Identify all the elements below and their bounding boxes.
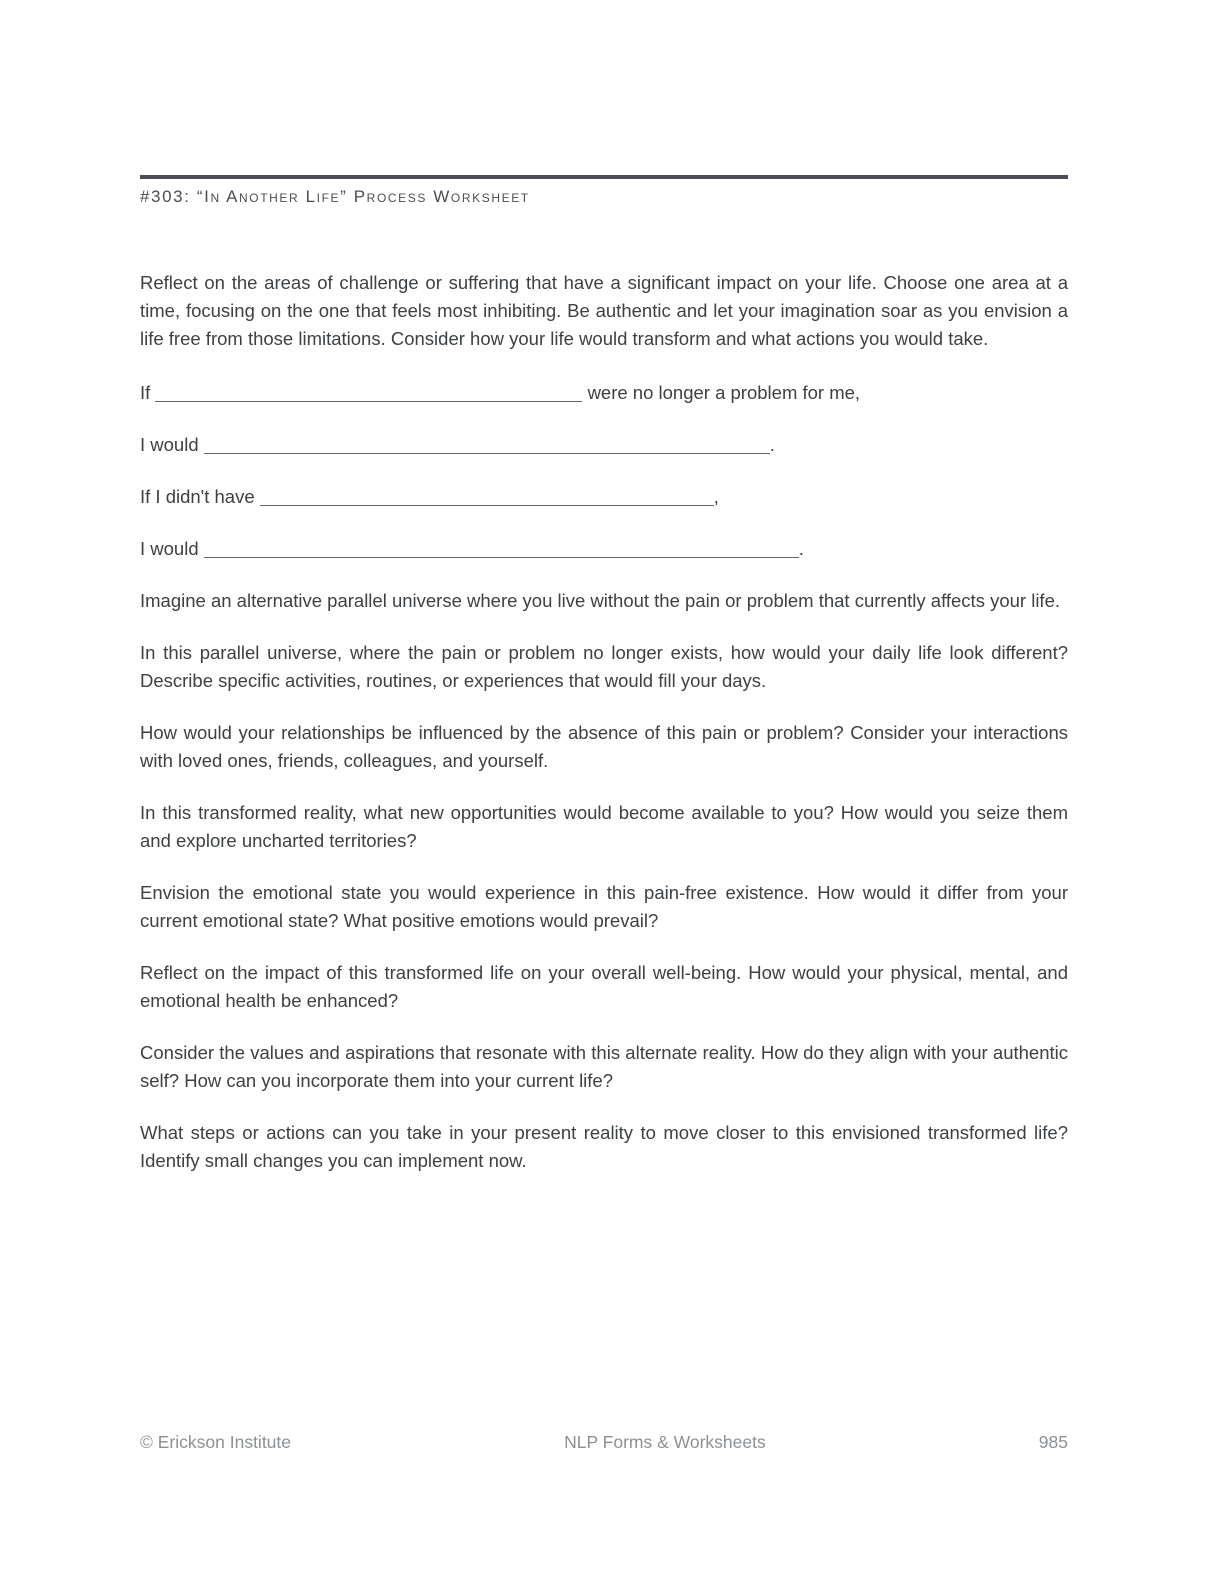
footer-copyright: © Erickson Institute <box>140 1432 292 1452</box>
fill-line-4 <box>140 535 1068 563</box>
fill-line-2-blank <box>204 437 770 454</box>
fill-line-4-suffix: . <box>798 538 804 559</box>
fill-line-4-prefix: I would <box>140 538 199 559</box>
footer-page-number: 985 <box>1038 1432 1068 1452</box>
page-footer <box>140 1432 1068 1453</box>
intro-paragraph: Reflect on the areas of challenge or suffering that have a significant impact on your life. Choose one area at a time, focusing on the one that feels most inhibiting. Be authentic and let your imagination soar as you envision a life free from those limitations. Consider how your life would transform and what actions you would take. <box>140 272 1068 349</box>
fill-line-3-prefix: If I didn't have <box>140 486 255 507</box>
fill-line-1-suffix: were no longer a problem for me, <box>587 382 861 403</box>
fill-line-2 <box>140 431 1068 459</box>
fill-line-4-blank <box>204 541 799 558</box>
fill-line-3 <box>140 483 1068 511</box>
fill-line-1-blank <box>155 385 582 402</box>
paragraph: Envision the emotional state you would experience in this pain-free existence. How would it differ from your current emotional state? What positive emotions would prevail? <box>140 882 1068 931</box>
header-rule <box>140 175 1068 179</box>
paragraph: In this parallel universe, where the pain or problem no longer exists, how would your daily life look different? Describe specific activities, routines, or experiences that would fill your days. <box>140 642 1068 691</box>
fill-line-3-blank <box>260 489 714 506</box>
footer-collection-title: NLP Forms & Worksheets <box>564 1432 766 1452</box>
paragraph: How would your relationships be influenced by the absence of this pain or problem? Consider your interactions with loved ones, friends, colleagues, and yourself. <box>140 722 1068 771</box>
fill-line-1-prefix: If <box>140 382 151 403</box>
page-title: #303: “In Another Life” Process Worksheet <box>140 187 530 206</box>
paragraph: Consider the values and aspirations that resonate with this alternate reality. How do they align with your authentic self? How can you incorporate them into your current life? <box>140 1042 1068 1091</box>
paragraph: Reflect on the impact of this transformed life on your overall well-being. How would your physical, mental, and emotional health be enhanced? <box>140 962 1068 1011</box>
fill-line-3-suffix: , <box>713 486 719 507</box>
paragraph: In this transformed reality, what new opportunities would become available to you? How would you seize them and explore uncharted territories? <box>140 802 1068 851</box>
page-content <box>140 175 1068 1199</box>
fill-line-2-suffix: . <box>769 434 775 455</box>
fill-line-2-prefix: I would <box>140 434 199 455</box>
fill-line-1 <box>140 379 1068 407</box>
paragraph: What steps or actions can you take in your present reality to move closer to this envisioned transformed life? Identify small changes you can implement now. <box>140 1122 1068 1171</box>
paragraph: Imagine an alternative parallel universe where you live without the pain or problem that currently affects your life. <box>140 590 1061 611</box>
